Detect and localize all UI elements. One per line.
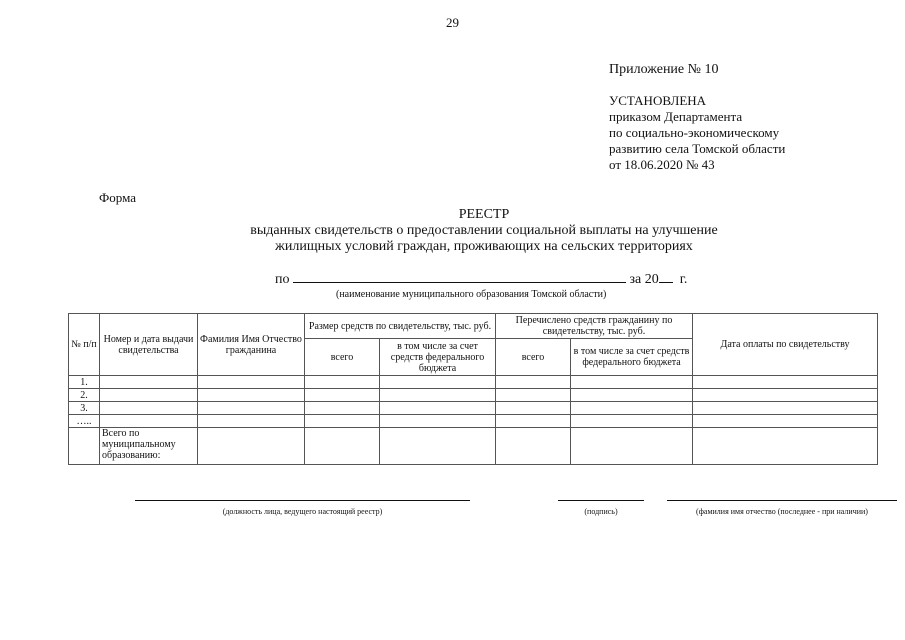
municipality-blank bbox=[293, 270, 626, 283]
appendix-label: Приложение № 10 bbox=[609, 62, 719, 77]
document-title bbox=[0, 207, 905, 255]
row-number: 3. bbox=[69, 402, 100, 415]
signature-caption: (подпись) bbox=[584, 507, 618, 516]
approval-line: по социально-экономическому bbox=[609, 125, 780, 140]
form-label: Форма bbox=[99, 190, 136, 205]
approval-line: развитию села Томской области bbox=[609, 141, 786, 156]
header-num: № п/п bbox=[69, 314, 100, 376]
header-payment-date: Дата оплаты по свидетельству bbox=[693, 314, 878, 376]
name-signature-line bbox=[667, 499, 897, 501]
title-line: выданных свидетельств о предоставлении социальной выплаты на улучшение bbox=[250, 223, 718, 238]
period-year-suffix: г. bbox=[679, 272, 688, 287]
position-signature-line bbox=[135, 499, 470, 501]
header-transferred-group: Перечислено средств гражданину по свидетельству, тыс. руб. bbox=[496, 314, 693, 339]
municipality-caption: (наименование муниципального образования Томской области) bbox=[336, 289, 607, 300]
signature-line bbox=[558, 499, 644, 501]
header-transferred-federal: в том числе за счет средств федерального бюджета bbox=[571, 339, 693, 376]
approval-block bbox=[609, 93, 785, 173]
approval-line: приказом Департамента bbox=[609, 109, 743, 124]
page-number: 29 bbox=[446, 15, 459, 30]
header-full-name: Фамилия Имя Отчество гражданина bbox=[198, 314, 305, 376]
header-transferred-total: всего bbox=[496, 339, 571, 376]
row-number: 2. bbox=[69, 389, 100, 402]
approval-heading: УСТАНОВЛЕНА bbox=[609, 93, 707, 108]
name-caption: (фамилия имя отчество (последнее - при наличии) bbox=[696, 507, 868, 516]
registry-table bbox=[68, 313, 878, 465]
row-number: 1. bbox=[69, 376, 100, 389]
header-cert-number-date: Номер и дата выдачи свидетельства bbox=[100, 314, 198, 376]
period-for-year: за 20 bbox=[629, 272, 659, 287]
position-caption: (должность лица, ведущего настоящий реестр) bbox=[222, 507, 383, 516]
row-number: ….. bbox=[69, 415, 100, 428]
period-prefix: по bbox=[275, 272, 290, 287]
title-line: жилищных условий граждан, проживающих на сельских территориях bbox=[275, 239, 693, 254]
total-row bbox=[69, 428, 878, 465]
total-row-label: Всего по муниципальному образованию: bbox=[100, 428, 198, 465]
table-row bbox=[69, 376, 878, 389]
approval-line: от 18.06.2020 № 43 bbox=[609, 157, 715, 172]
title-heading: РЕЕСТР bbox=[458, 207, 510, 222]
header-amount-total: всего bbox=[305, 339, 380, 376]
table-row bbox=[69, 389, 878, 402]
period-line bbox=[275, 270, 687, 288]
table-row bbox=[69, 402, 878, 415]
table-row bbox=[69, 415, 878, 428]
header-amount-group: Размер средств по свидетельству, тыс. руб. bbox=[305, 314, 496, 339]
header-amount-federal: в том числе за счет средств федерального бюджета bbox=[380, 339, 496, 376]
year-blank bbox=[659, 270, 673, 283]
